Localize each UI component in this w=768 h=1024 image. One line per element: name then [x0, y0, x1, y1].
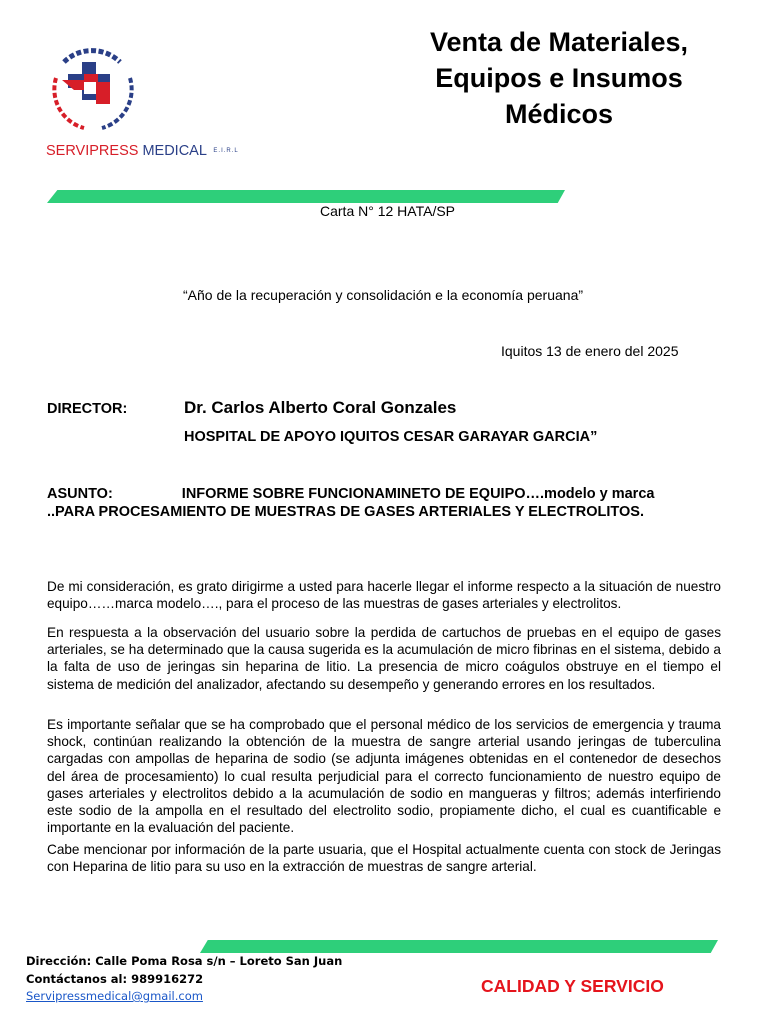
tagline-line: Venta de Materiales, [429, 27, 689, 57]
recipient-label: DIRECTOR: [47, 401, 128, 417]
brand-suffix: E.I.R.L [213, 148, 239, 155]
header-divider-bar [47, 190, 565, 203]
brand-part2: MEDICAL [142, 143, 207, 159]
body-paragraph: Es importante señalar que se ha comprobado que el personal médico de los servicios de emergencia y trauma shock, continúan realizando la obtención de la muestra de sangre arterial usando jeringas de tuberculina cargadas con ampollas de heparina de sodio (se adjunta imágenes obtenidas en el contenedor de desechos del área de procesamiento) lo cual resulta perjudicial para el correcto funcionamiento de nuestro equipo de gases arteriales y electrolitos debido a la acumulación de sodio en mangueras y filtros; además interfiriendo este sodio de la ampolla en el resultado del electrolito sodio, propiamente dicho, el cual es cuantificable e importante en la evaluación del paciente. [47, 717, 721, 836]
place-date: Iquitos 13 de enero del 2025 [501, 343, 679, 359]
letter-reference: Carta N° 12 HATA/SP [320, 203, 456, 219]
company-motto: CALIDAD Y SERVICIO [481, 976, 664, 996]
subject-label: ASUNTO: [47, 486, 113, 502]
brand-part1: SERVIPRESS [46, 143, 139, 159]
footer-contact: Contáctanos al: 989916272 [26, 972, 204, 986]
body-paragraph: Cabe mencionar por información de la parte usuaria, que el Hospital actualmente cuenta con stock de Jeringas con Heparina de litio para su uso en la extracción de muestras de sangre arterial. [47, 842, 721, 875]
footer-email-link[interactable]: Servipressmedical@gmail.com [26, 989, 203, 1003]
footer-address: Dirección: Calle Poma Rosa s/n – Loreto San Juan [26, 954, 343, 968]
year-motto: “Año de la recuperación y consolidación e la economía peruana” [183, 287, 584, 303]
body-paragraph: De mi consideración, es grato dirigirme a usted para hacerle llegar el informe respecto a la situación de nuestro equipo……marca modelo…., para el proceso de las muestras de gases arteriales y electrolitos. [47, 579, 721, 612]
tagline-line: Médicos [504, 99, 614, 129]
recipient-institution: HOSPITAL DE APOYO IQUITOS CESAR GARAYAR GARCIA” [184, 429, 598, 445]
subject [47, 485, 667, 521]
servipress-logo [44, 40, 140, 136]
company-tagline [400, 24, 718, 132]
body-paragraph: En respuesta a la observación del usuario sobre la perdida de cartuchos de pruebas en el equipo de gases arteriales, se ha determinado que la causa sugerida es la acumulación de micro fibrinas en el sistema, debido a la falta de uso de jeringas sin heparina de litio. La presencia de micro coágulos obstruye en el tiempo el sistema de medición del analizador, afectando su desempeño y generando errores en los resultados. [47, 625, 721, 692]
footer-divider-bar [200, 940, 718, 953]
brand-name [46, 143, 239, 159]
subject-text: INFORME SOBRE FUNCIONAMINETO DE EQUIPO….modelo y marca ..PARA PROCESAMIENTO DE MUESTRAS DE GASES ARTERIALES Y ELECTROLITOS. [47, 486, 655, 520]
recipient-name: Dr. Carlos Alberto Coral Gonzales [184, 398, 457, 417]
tagline-line: Equipos e Insumos [435, 63, 683, 93]
